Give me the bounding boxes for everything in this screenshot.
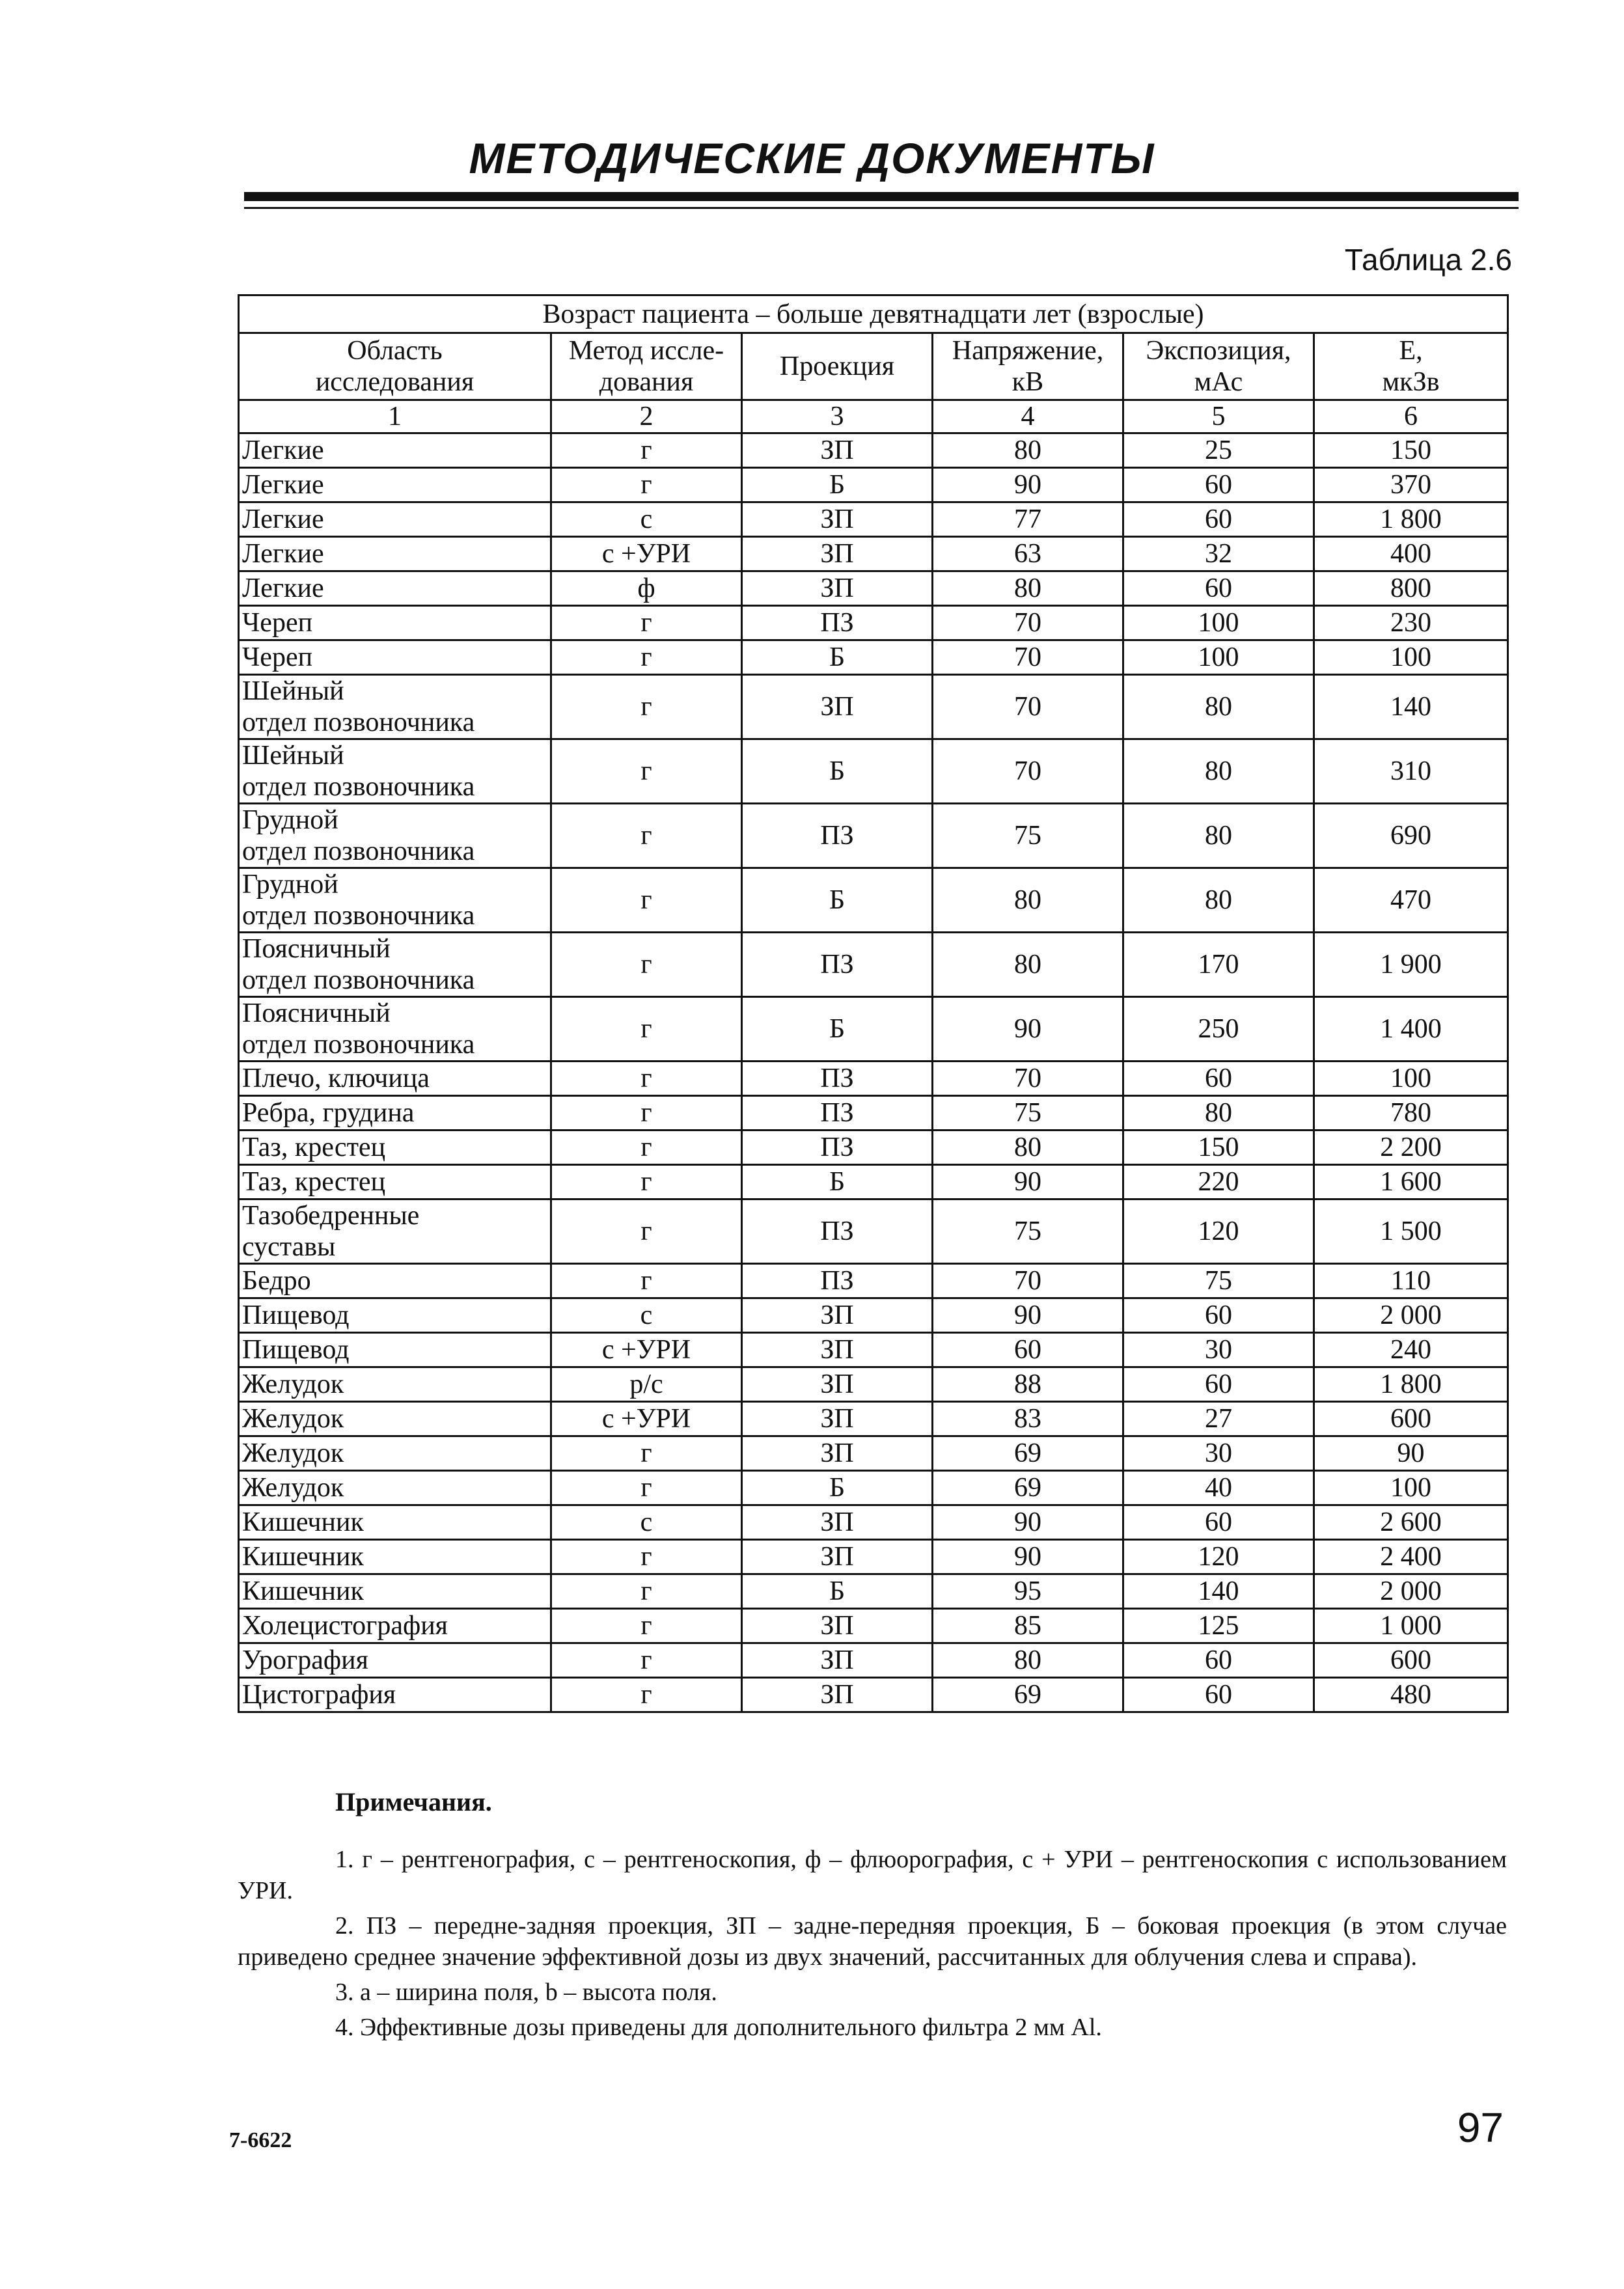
cell-area: Таз, крестец: [239, 1165, 551, 1199]
cell-projection: ЗП: [742, 675, 933, 739]
column-header-area: Область исследования: [239, 333, 551, 400]
cell-area: Кишечник: [239, 1505, 551, 1540]
cell-area: Грудной отдел позвоночника: [239, 804, 551, 868]
cell-projection: Б: [742, 997, 933, 1062]
cell-dose: 400: [1314, 537, 1508, 571]
cell-method: г: [551, 1062, 742, 1096]
cell-projection: ЗП: [742, 1333, 933, 1367]
cell-area: Грудной отдел позвоночника: [239, 868, 551, 933]
cell-projection: ЗП: [742, 1367, 933, 1402]
cell-area: Легкие: [239, 502, 551, 537]
cell-exposure: 40: [1123, 1471, 1314, 1505]
cell-exposure: 60: [1123, 502, 1314, 537]
column-number: 1: [239, 400, 551, 433]
cell-method: с +УРИ: [551, 1333, 742, 1367]
cell-method: с: [551, 502, 742, 537]
cell-dose: 2 200: [1314, 1131, 1508, 1165]
cell-voltage: 69: [933, 1436, 1123, 1471]
cell-dose: 1 900: [1314, 933, 1508, 997]
cell-exposure: 220: [1123, 1165, 1314, 1199]
cell-voltage: 75: [933, 1199, 1123, 1264]
cell-projection: Б: [742, 1574, 933, 1609]
column-header-exposure: Экспозиция, мАс: [1123, 333, 1314, 400]
cell-method: г: [551, 675, 742, 739]
cell-projection: ПЗ: [742, 606, 933, 640]
cell-area: Бедро: [239, 1264, 551, 1298]
notes-section: [238, 1787, 1507, 2047]
cell-exposure: 80: [1123, 804, 1314, 868]
column-header-method: Метод иссле- дования: [551, 333, 742, 400]
cell-area: Легкие: [239, 537, 551, 571]
table-row: [239, 1471, 1508, 1505]
cell-exposure: 60: [1123, 1678, 1314, 1712]
cell-exposure: 32: [1123, 537, 1314, 571]
cell-dose: 800: [1314, 571, 1508, 606]
cell-exposure: 60: [1123, 1367, 1314, 1402]
cell-voltage: 60: [933, 1333, 1123, 1367]
cell-area: Таз, крестец: [239, 1131, 551, 1165]
cell-voltage: 69: [933, 1471, 1123, 1505]
cell-dose: 780: [1314, 1096, 1508, 1131]
cell-projection: Б: [742, 868, 933, 933]
cell-dose: 1 000: [1314, 1609, 1508, 1643]
cell-dose: 240: [1314, 1333, 1508, 1367]
cell-area: Кишечник: [239, 1574, 551, 1609]
cell-area: Урография: [239, 1643, 551, 1678]
table-row: [239, 675, 1508, 739]
cell-projection: ПЗ: [742, 933, 933, 997]
cell-voltage: 80: [933, 868, 1123, 933]
cell-projection: ЗП: [742, 1505, 933, 1540]
cell-projection: Б: [742, 739, 933, 804]
cell-method: г: [551, 640, 742, 675]
cell-exposure: 30: [1123, 1436, 1314, 1471]
table-banner-row: [239, 295, 1508, 333]
column-header-dose: E, мкЗв: [1314, 333, 1508, 400]
cell-area: Легкие: [239, 571, 551, 606]
table-row: [239, 502, 1508, 537]
table-row: [239, 537, 1508, 571]
cell-dose: 470: [1314, 868, 1508, 933]
cell-area: Цистография: [239, 1678, 551, 1712]
cell-area: Тазобедренные суставы: [239, 1199, 551, 1264]
cell-method: г: [551, 804, 742, 868]
column-header-voltage: Напряжение, кВ: [933, 333, 1123, 400]
cell-voltage: 90: [933, 468, 1123, 502]
cell-method: г: [551, 1165, 742, 1199]
cell-method: г: [551, 1436, 742, 1471]
page-number: 97: [1457, 2104, 1504, 2151]
cell-dose: 2 400: [1314, 1540, 1508, 1574]
cell-dose: 2 000: [1314, 1298, 1508, 1333]
cell-area: Желудок: [239, 1402, 551, 1436]
cell-voltage: 90: [933, 1165, 1123, 1199]
cell-dose: 690: [1314, 804, 1508, 868]
note-item: 1. г – рентгенография, с – рентгеноскопия, ф – флюорография, с + УРИ – рентгеноскопия с использованием УРИ.: [238, 1846, 1507, 1904]
column-number: 4: [933, 400, 1123, 433]
cell-area: Ребра, грудина: [239, 1096, 551, 1131]
cell-method: г: [551, 1540, 742, 1574]
cell-method: г: [551, 868, 742, 933]
cell-exposure: 25: [1123, 433, 1314, 468]
cell-method: г: [551, 1609, 742, 1643]
table-banner: Возраст пациента – больше девятнадцати лет (взрослые): [239, 295, 1508, 333]
cell-exposure: 100: [1123, 606, 1314, 640]
table-row: [239, 1298, 1508, 1333]
cell-dose: 140: [1314, 675, 1508, 739]
cell-projection: ПЗ: [742, 1062, 933, 1096]
cell-dose: 1 500: [1314, 1199, 1508, 1264]
cell-voltage: 63: [933, 537, 1123, 571]
cell-exposure: 125: [1123, 1609, 1314, 1643]
cell-method: г: [551, 1264, 742, 1298]
cell-method: г: [551, 1199, 742, 1264]
cell-projection: ЗП: [742, 502, 933, 537]
cell-method: г: [551, 1131, 742, 1165]
cell-projection: ЗП: [742, 1678, 933, 1712]
cell-voltage: 80: [933, 933, 1123, 997]
cell-exposure: 27: [1123, 1402, 1314, 1436]
dose-table: [238, 294, 1509, 1713]
cell-method: г: [551, 1574, 742, 1609]
cell-projection: Б: [742, 640, 933, 675]
table-row: [239, 1367, 1508, 1402]
cell-projection: ПЗ: [742, 1131, 933, 1165]
cell-voltage: 90: [933, 1298, 1123, 1333]
cell-area: Плечо, ключица: [239, 1062, 551, 1096]
cell-voltage: 75: [933, 804, 1123, 868]
table-row: [239, 933, 1508, 997]
table-row: [239, 1199, 1508, 1264]
cell-dose: 600: [1314, 1402, 1508, 1436]
cell-voltage: 69: [933, 1678, 1123, 1712]
cell-method: ф: [551, 571, 742, 606]
column-number: 6: [1314, 400, 1508, 433]
cell-projection: Б: [742, 468, 933, 502]
cell-method: с: [551, 1505, 742, 1540]
table-row: [239, 739, 1508, 804]
cell-projection: ЗП: [742, 1402, 933, 1436]
cell-area: Легкие: [239, 433, 551, 468]
header-rule-thick: [244, 192, 1519, 201]
cell-dose: 2 600: [1314, 1505, 1508, 1540]
cell-method: р/с: [551, 1367, 742, 1402]
column-number: 2: [551, 400, 742, 433]
cell-exposure: 120: [1123, 1199, 1314, 1264]
cell-projection: ЗП: [742, 1436, 933, 1471]
cell-voltage: 90: [933, 997, 1123, 1062]
note-item: 3. a – ширина поля, b – высота поля.: [335, 1979, 717, 2006]
table-row: [239, 1333, 1508, 1367]
cell-area: Пищевод: [239, 1333, 551, 1367]
table-header-row: [239, 333, 1508, 400]
column-number-row: [239, 400, 1508, 433]
cell-voltage: 83: [933, 1402, 1123, 1436]
cell-dose: 1 400: [1314, 997, 1508, 1062]
cell-voltage: 77: [933, 502, 1123, 537]
cell-dose: 370: [1314, 468, 1508, 502]
cell-dose: 1 800: [1314, 502, 1508, 537]
cell-area: Желудок: [239, 1367, 551, 1402]
cell-projection: Б: [742, 1471, 933, 1505]
cell-projection: ПЗ: [742, 1199, 933, 1264]
cell-area: Холецистография: [239, 1609, 551, 1643]
cell-exposure: 60: [1123, 1062, 1314, 1096]
cell-area: Желудок: [239, 1436, 551, 1471]
table-row: [239, 571, 1508, 606]
table-row: [239, 1402, 1508, 1436]
cell-exposure: 100: [1123, 640, 1314, 675]
cell-area: Поясничный отдел позвоночника: [239, 933, 551, 997]
cell-area: Кишечник: [239, 1540, 551, 1574]
table-row: [239, 606, 1508, 640]
column-header-projection: Проекция: [742, 333, 933, 400]
cell-voltage: 80: [933, 433, 1123, 468]
page-header-title: МЕТОДИЧЕСКИЕ ДОКУМЕНТЫ: [469, 134, 1155, 182]
cell-dose: 1 800: [1314, 1367, 1508, 1402]
cell-dose: 2 000: [1314, 1574, 1508, 1609]
cell-exposure: 30: [1123, 1333, 1314, 1367]
table-row: [239, 868, 1508, 933]
cell-exposure: 170: [1123, 933, 1314, 997]
cell-voltage: 88: [933, 1367, 1123, 1402]
table-row: [239, 1096, 1508, 1131]
cell-exposure: 75: [1123, 1264, 1314, 1298]
cell-method: г: [551, 1643, 742, 1678]
cell-dose: 310: [1314, 739, 1508, 804]
table-row: [239, 1264, 1508, 1298]
cell-exposure: 60: [1123, 571, 1314, 606]
cell-area: Череп: [239, 606, 551, 640]
table-row: [239, 1574, 1508, 1609]
header-rule-thin: [244, 207, 1519, 209]
table-row: [239, 1505, 1508, 1540]
cell-method: г: [551, 1678, 742, 1712]
cell-projection: ЗП: [742, 571, 933, 606]
table-row: [239, 804, 1508, 868]
table-row: [239, 1643, 1508, 1678]
cell-area: Поясничный отдел позвоночника: [239, 997, 551, 1062]
cell-area: Легкие: [239, 468, 551, 502]
cell-method: г: [551, 739, 742, 804]
cell-exposure: 60: [1123, 1643, 1314, 1678]
cell-area: Шейный отдел позвоночника: [239, 739, 551, 804]
notes-title: Примечания.: [335, 1787, 492, 1816]
table-row: [239, 1436, 1508, 1471]
cell-method: с: [551, 1298, 742, 1333]
cell-voltage: 75: [933, 1096, 1123, 1131]
cell-dose: 600: [1314, 1643, 1508, 1678]
note-item: 4. Эффективные дозы приведены для дополнительного фильтра 2 мм Al.: [335, 2014, 1102, 2041]
table-row: [239, 1609, 1508, 1643]
cell-voltage: 80: [933, 571, 1123, 606]
cell-voltage: 70: [933, 1062, 1123, 1096]
cell-exposure: 250: [1123, 997, 1314, 1062]
cell-voltage: 90: [933, 1540, 1123, 1574]
cell-exposure: 80: [1123, 1096, 1314, 1131]
column-number: 5: [1123, 400, 1314, 433]
cell-voltage: 80: [933, 1643, 1123, 1678]
cell-voltage: 80: [933, 1131, 1123, 1165]
cell-projection: ЗП: [742, 1643, 933, 1678]
cell-voltage: 95: [933, 1574, 1123, 1609]
table-row: [239, 1062, 1508, 1096]
cell-dose: 100: [1314, 640, 1508, 675]
cell-projection: ЗП: [742, 1540, 933, 1574]
cell-dose: 480: [1314, 1678, 1508, 1712]
cell-area: Пищевод: [239, 1298, 551, 1333]
cell-method: с +УРИ: [551, 1402, 742, 1436]
cell-dose: 100: [1314, 1062, 1508, 1096]
cell-dose: 230: [1314, 606, 1508, 640]
cell-exposure: 60: [1123, 468, 1314, 502]
cell-projection: ЗП: [742, 1298, 933, 1333]
cell-method: с +УРИ: [551, 537, 742, 571]
cell-area: Череп: [239, 640, 551, 675]
cell-projection: ПЗ: [742, 804, 933, 868]
cell-exposure: 80: [1123, 868, 1314, 933]
cell-dose: 100: [1314, 1471, 1508, 1505]
cell-area: Желудок: [239, 1471, 551, 1505]
cell-voltage: 90: [933, 1505, 1123, 1540]
cell-voltage: 70: [933, 640, 1123, 675]
footer-code: 7-6622: [229, 2128, 292, 2152]
cell-method: г: [551, 606, 742, 640]
table-caption: Таблица 2.6: [1344, 243, 1512, 277]
cell-exposure: 140: [1123, 1574, 1314, 1609]
cell-dose: 1 600: [1314, 1165, 1508, 1199]
cell-projection: ЗП: [742, 433, 933, 468]
table-row: [239, 640, 1508, 675]
cell-dose: 90: [1314, 1436, 1508, 1471]
table-row: [239, 997, 1508, 1062]
table-row: [239, 433, 1508, 468]
cell-voltage: 85: [933, 1609, 1123, 1643]
cell-method: г: [551, 1096, 742, 1131]
cell-projection: ЗП: [742, 537, 933, 571]
cell-exposure: 120: [1123, 1540, 1314, 1574]
table-row: [239, 1678, 1508, 1712]
cell-projection: ПЗ: [742, 1264, 933, 1298]
cell-dose: 150: [1314, 433, 1508, 468]
cell-exposure: 80: [1123, 739, 1314, 804]
table-row: [239, 468, 1508, 502]
cell-dose: 110: [1314, 1264, 1508, 1298]
cell-voltage: 70: [933, 1264, 1123, 1298]
table-row: [239, 1540, 1508, 1574]
cell-exposure: 60: [1123, 1298, 1314, 1333]
cell-voltage: 70: [933, 675, 1123, 739]
note-item: 2. ПЗ – передне-задняя проекция, ЗП – задне-передняя проекция, Б – боковая проекция (в этом случае приведено среднее значение эффективной дозы из двух значений, рассчитанных для облучения слева и справа).: [238, 1912, 1507, 1971]
cell-voltage: 70: [933, 739, 1123, 804]
cell-exposure: 60: [1123, 1505, 1314, 1540]
cell-projection: Б: [742, 1165, 933, 1199]
cell-method: г: [551, 433, 742, 468]
table-row: [239, 1131, 1508, 1165]
column-number: 3: [742, 400, 933, 433]
cell-method: г: [551, 933, 742, 997]
cell-method: г: [551, 1471, 742, 1505]
cell-voltage: 70: [933, 606, 1123, 640]
cell-method: г: [551, 468, 742, 502]
table-row: [239, 1165, 1508, 1199]
cell-exposure: 80: [1123, 675, 1314, 739]
cell-area: Шейный отдел позвоночника: [239, 675, 551, 739]
cell-exposure: 150: [1123, 1131, 1314, 1165]
cell-projection: ПЗ: [742, 1096, 933, 1131]
cell-method: г: [551, 997, 742, 1062]
cell-projection: ЗП: [742, 1609, 933, 1643]
